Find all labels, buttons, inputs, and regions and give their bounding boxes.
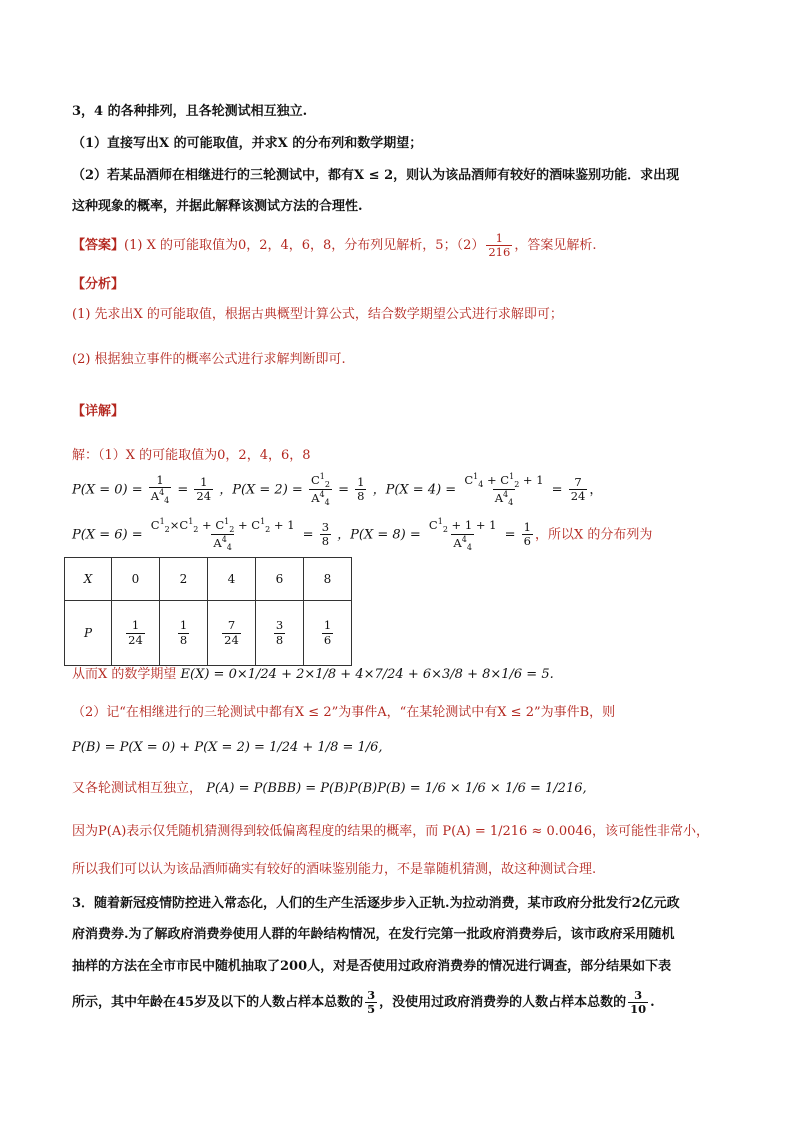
pb-formula: P(B) = P(X = 0) + P(X = 2) = 1/24 + 1/8 = 1/6, <box>72 740 383 755</box>
question-2-line-2: 这种现象的概率，并据此解释该测试方法的合理性. <box>72 199 363 214</box>
solution-line: 解：（1）X 的可能取值为0，2，4，6，8 <box>72 448 311 463</box>
table-header-x: X <box>65 558 112 601</box>
table-cell-x: 2 <box>160 558 208 601</box>
problem3-text-b: ，没使用过政府消费券的人数占样本总数的 <box>379 995 627 1010</box>
problem3-text-a: 所示，其中年龄在45岁及以下的人数占样本总数的 <box>72 995 364 1010</box>
part2-line-1: （2）记“在相继进行的三轮测试中都有X ≤ 2”为事件A，“在某轮测试中有X ≤ 2”为事件B，则 <box>72 705 616 720</box>
independence-prefix: 又各轮测试相互独立， <box>72 781 203 796</box>
problem3-line-3: 抽样的方法在全市市民中随机抽取了200人，对是否使用过政府消费券的情况进行调查，部分结果如下表 <box>72 959 672 974</box>
p6-label: P(X = 6) = <box>72 527 143 543</box>
table-cell-x: 8 <box>304 558 352 601</box>
problem3-line-2: 府消费券.为了解政府消费券使用人群的年龄结构情况，在发行完第一批政府消费券后，该市政府采用随机 <box>72 927 675 942</box>
expectation-prefix: 从而X 的数学期望 <box>72 667 177 682</box>
problem3-line-1: 3．随着新冠疫情防控进入常态化，人们的生产生活逐步步入正轨.为拉动消费，某市政府分批发行2亿元政 <box>72 896 680 911</box>
distribution-text: ，所以X 的分布列为 <box>534 527 653 543</box>
answer-text-1: (1) X 的可能取值为0，2，4，6，8，分布列见解析，5；（2） <box>124 238 485 254</box>
table-header-p: P <box>65 601 112 666</box>
analysis-line-1: (1) 先求出X 的可能取值，根据古典概型计算公式，结合数学期望公式进行求解即可； <box>72 307 563 322</box>
expectation-line <box>72 665 554 685</box>
table-cell-p: $\frac{1}{6}$ <box>304 601 352 666</box>
reason-line-2: 所以我们可以认为该品酒师确实有较好的酒味鉴别能力，不是靠随机猜测，故这种测试合理. <box>72 862 597 877</box>
answer-text-2: ，答案见解析. <box>514 238 597 254</box>
table-cell-x: 6 <box>256 558 304 601</box>
p0-label: P(X = 0) = <box>72 482 143 498</box>
question-2-line-1: （2）若某品酒师在相继进行的三轮测试中，都有X ≤ 2，则认为该品酒师有较好的酒味鉴别功能．求出现 <box>72 168 680 183</box>
question-1: （1）直接写出X 的可能取值，并求X 的分布列和数学期望； <box>72 136 423 151</box>
answer-label: 【答案】 <box>72 238 125 254</box>
reason-line-1 <box>72 822 709 842</box>
answer-line <box>72 232 596 259</box>
p8-label: ，P(X = 8) = <box>337 527 421 543</box>
p2-label: ，P(X = 2) = <box>219 482 303 498</box>
pa-formula: P(A) = P(BBB) = P(B)P(B)P(B) = 1/6 × 1/6 × 1/6 = 1/216, <box>206 781 587 796</box>
distribution-table <box>64 557 352 666</box>
table-cell-p: $\frac{1}{24}$ <box>112 601 160 666</box>
intro-line: 3，4 的各种排列，且各轮测试相互独立. <box>72 104 308 119</box>
answer-fraction: $\frac{1}{216}$ <box>488 231 511 260</box>
problem3-text-c: . <box>650 995 655 1010</box>
pa-line <box>72 779 587 799</box>
analysis-line-2: (2) 根据独立事件的概率公式进行求解判断即可. <box>72 352 346 367</box>
table-cell-x: 0 <box>112 558 160 601</box>
reason-text-b: P(A) = 1/216 ≈ 0.0046，该可能性非常小， <box>442 824 709 839</box>
table-cell-p: $\frac{3}{8}$ <box>256 601 304 666</box>
probability-row-2: P(X = 6) = $\frac{C^1_2\times C^1_2 + C^1_2 + C^1_2 + 1}{A^4_4}$ = $\frac{3}{8}$ ，P(X = 8) = $\frac{C^1_2 + 1 + 1}{A^4_4}$ = $\frac{1}{6}$ ，所以X 的分布列为 <box>72 517 653 553</box>
p4-label: ，P(X = 4) = <box>372 482 457 498</box>
fraction-three-fifths: $\frac{3}{5}$ <box>367 987 376 1016</box>
analysis-label: 【分析】 <box>72 277 125 292</box>
probability-row-1: P(X = 0) = $\frac{1}{A^4_4}$ = $\frac{1}{24}$ ，P(X = 2) = $\frac{C^1_2}{A^4_4}$ = $\frac{1}{8}$ ，P(X = 4) = $\frac{C^1_4 + C^1_2 + 1}{A^4_4}$ = $\frac{7}{24}$ ， <box>72 472 603 508</box>
table-cell-p: $\frac{7}{24}$ <box>208 601 256 666</box>
table-cell-x: 4 <box>208 558 256 601</box>
reason-text-a: 因为P(A)表示仅凭随机猜测得到较低偏离程度的结果的概率，而 <box>72 824 439 839</box>
expectation-formula: E(X) = 0×1/24 + 2×1/8 + 4×7/24 + 6×3/8 + 8×1/6 = 5. <box>180 667 554 682</box>
table-row-p <box>65 601 352 666</box>
table-row-x <box>65 558 352 601</box>
table-cell-p: $\frac{1}{8}$ <box>160 601 208 666</box>
detail-label: 【详解】 <box>72 404 125 419</box>
fraction-three-tenths: $\frac{3}{10}$ <box>630 987 647 1016</box>
problem3-line-4 <box>72 985 655 1021</box>
